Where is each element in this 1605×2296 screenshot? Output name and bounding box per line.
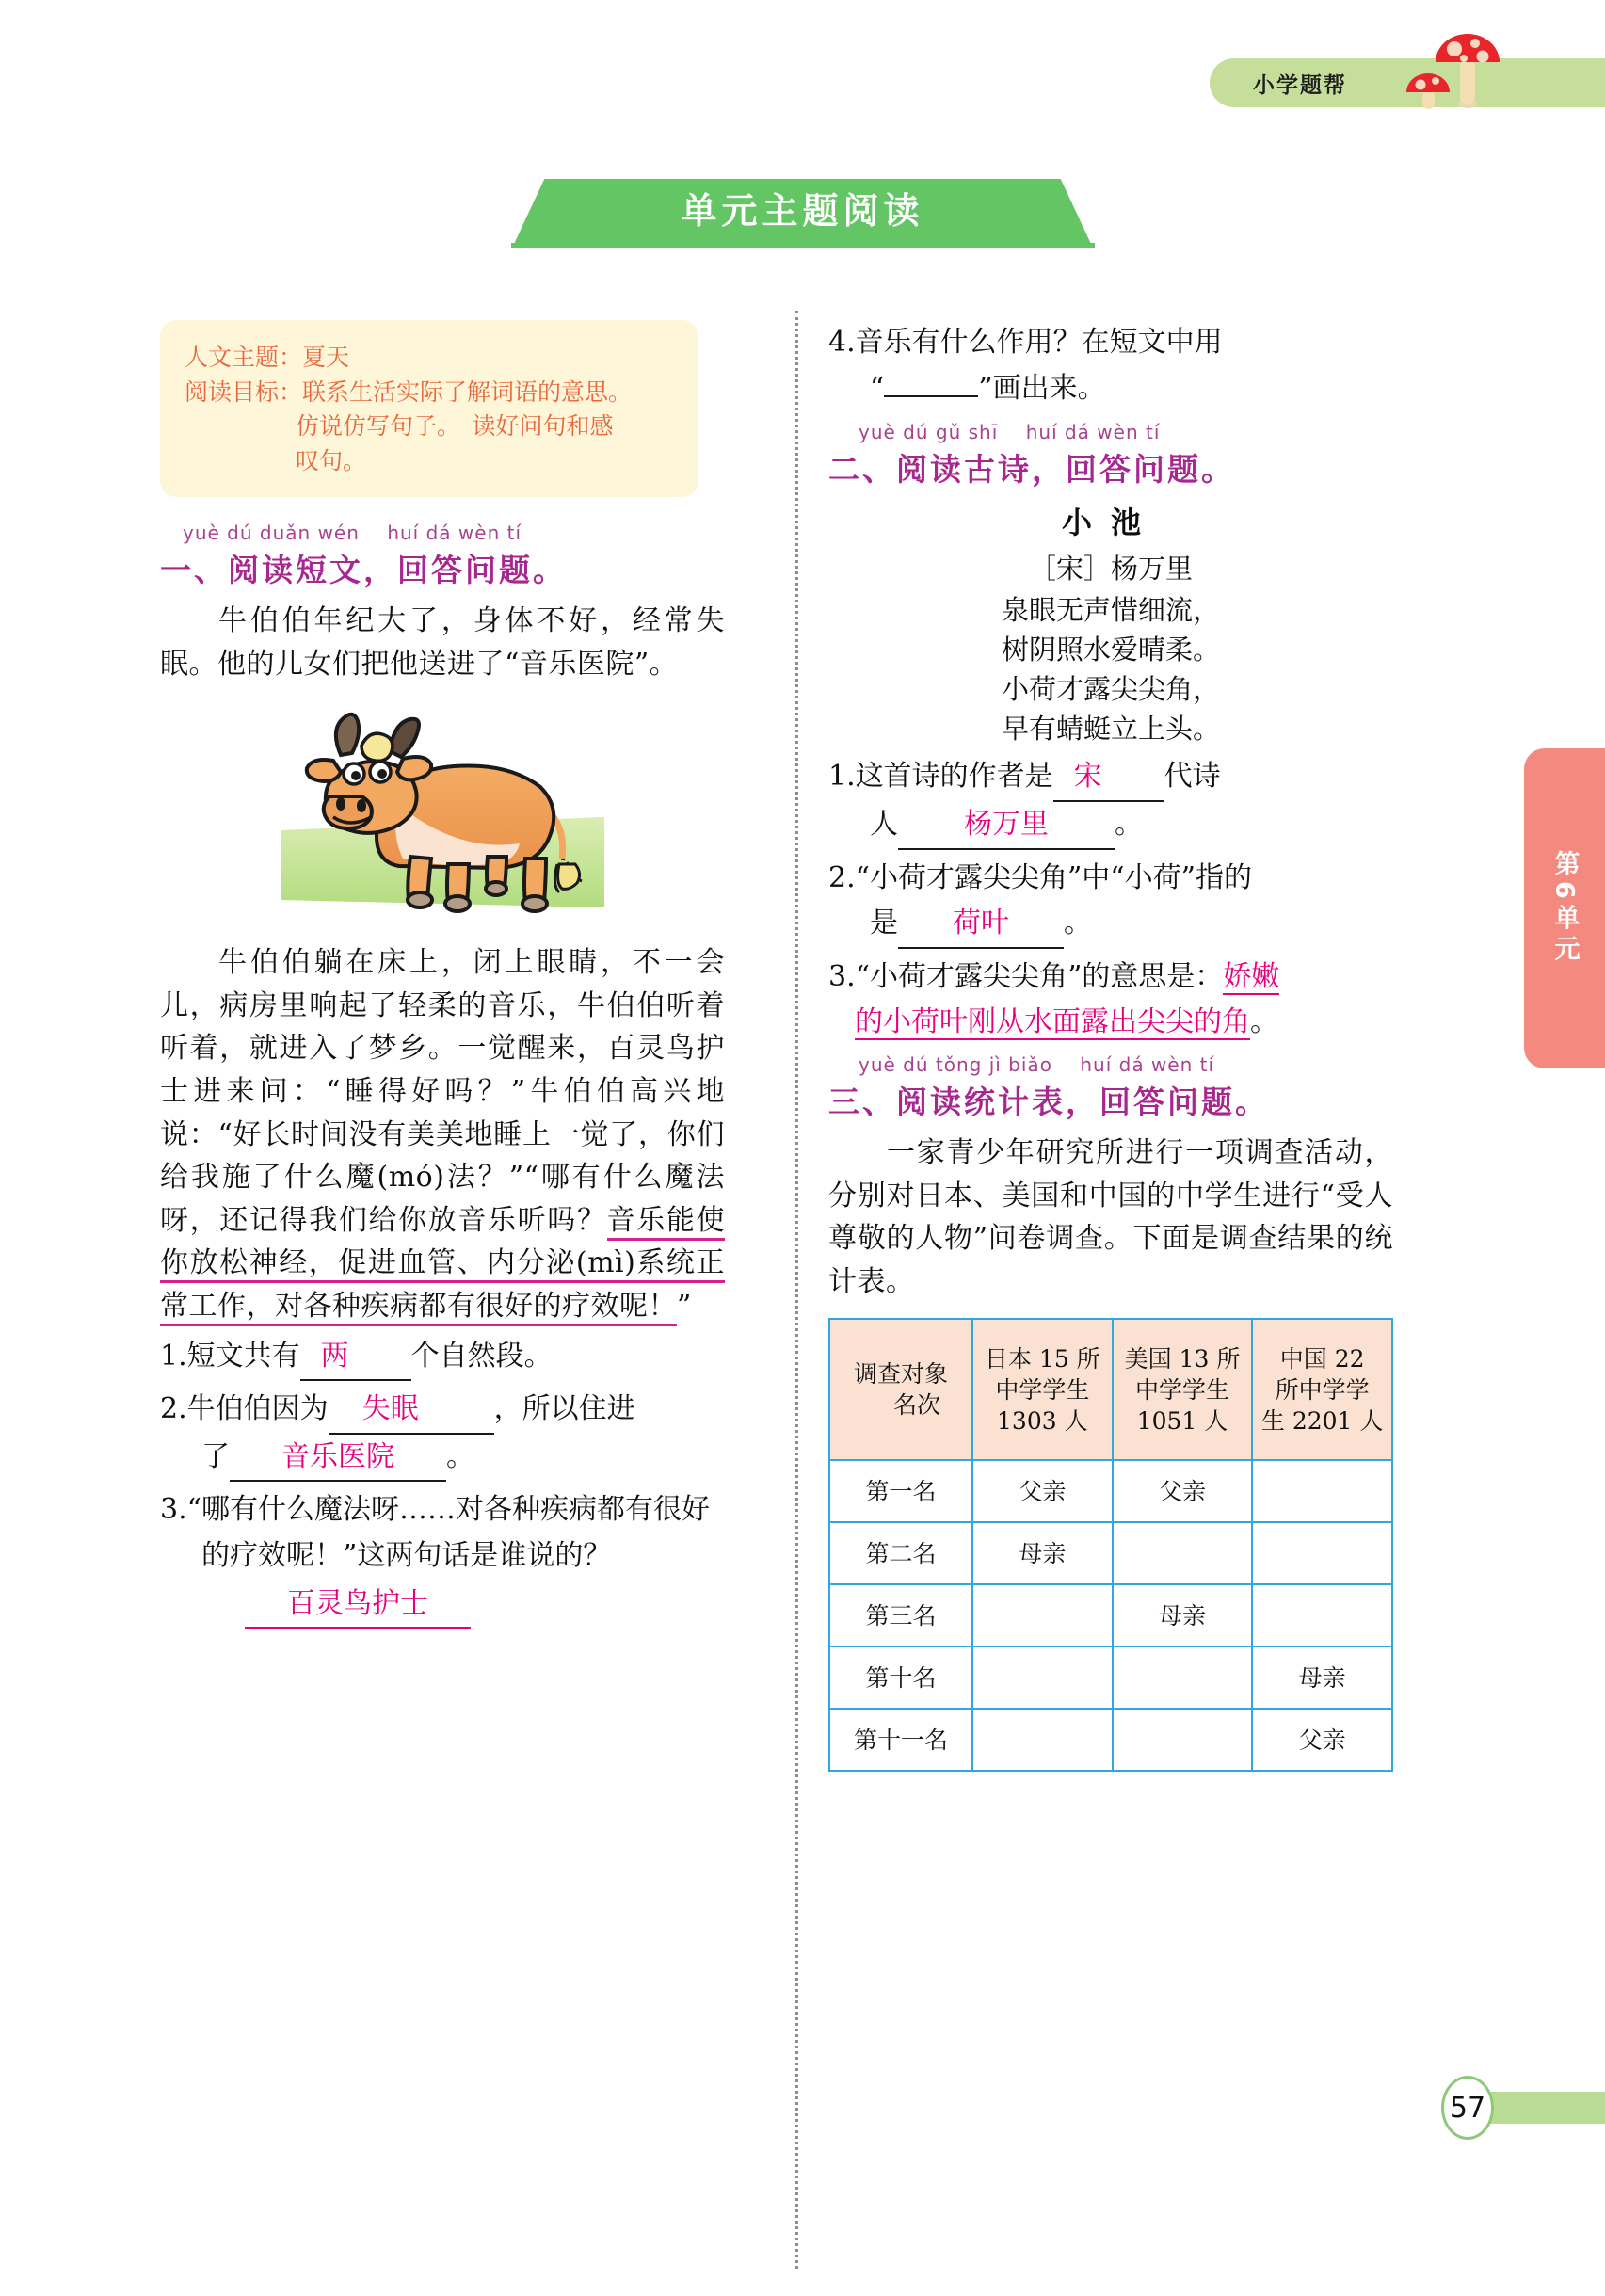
table-head [829, 1319, 1392, 1460]
left-question-2 [160, 1387, 725, 1435]
poem-question-1-line2 [828, 802, 1393, 850]
q2-answer-blank-2[interactable]: 音乐医院 [230, 1435, 446, 1483]
table-body [829, 1460, 1392, 1771]
q3-text-a: “哪有什么魔法呀……对各种疾病都有很好的疗效呢！”这两句话是谁说的？ [186, 1493, 710, 1572]
poem-question-2 [828, 856, 1393, 902]
left-question-4-line2 [828, 366, 1393, 412]
col3-line2: 所中学学 [1275, 1375, 1370, 1404]
brand-label: 小学题帮 [1253, 72, 1347, 98]
para2-end: ” [677, 1289, 692, 1323]
col1-line3: 1303 人 [997, 1406, 1088, 1435]
table-header-col-3 [1252, 1319, 1392, 1460]
q4-num: 4. [828, 326, 856, 359]
section-two-title: 二、阅读古诗，回答问题。 [828, 451, 1235, 489]
q2-text-a: 牛伯伯因为 [186, 1392, 329, 1426]
left-question-4 [828, 320, 1393, 366]
row-rank: 第二名 [829, 1522, 972, 1584]
banner-title: 单元主题阅读 [681, 190, 924, 232]
goal-value-1: 联系生活实际了解词语的意思。 [302, 377, 633, 406]
q1-answer-blank[interactable]: 两 [300, 1334, 411, 1382]
table-row [829, 1522, 1392, 1584]
column-divider [795, 311, 798, 2269]
table-header-row [829, 1319, 1392, 1460]
poem-author: ［宋］杨万里 [1028, 553, 1193, 586]
row-cell: 母亲 [1252, 1646, 1392, 1709]
unit-tab-label: 第6单元 [1549, 850, 1580, 967]
left-question-3-answer-line [160, 1582, 725, 1630]
table-header-col-2 [1113, 1319, 1253, 1460]
section-three-title: 三、阅读统计表，回答问题。 [828, 1083, 1269, 1120]
left-column [160, 320, 725, 1629]
poem-question-3-line2 [828, 1000, 1393, 1046]
corner-line-1: 调查对象 [853, 1360, 948, 1389]
col3-line1: 中国 22 [1279, 1344, 1365, 1373]
q1-num: 1. [160, 1339, 187, 1373]
row-cell [972, 1584, 1113, 1646]
page-number-bar [1483, 2092, 1605, 2124]
para2-underlined: 音乐能使你放松神经，促进血管、内分泌(mì)系统正常工作，对各种疾病都有很好的疗效呢！ [160, 1204, 725, 1326]
row-cell: 父亲 [1113, 1460, 1253, 1522]
goal-value-3: 叹句。 [296, 446, 367, 474]
info-box [160, 320, 698, 497]
col2-line2: 中学学生 [1134, 1375, 1229, 1404]
pq3-answer-part1[interactable]: 娇嫩 [1223, 959, 1280, 993]
q4-text-b: “ [870, 371, 885, 405]
row-cell [1252, 1522, 1392, 1584]
poem-block [828, 499, 1393, 748]
section-two-pinyin: yuè dú gǔ shī huí dá wèn tí [859, 421, 1161, 444]
pq3-answer-part2[interactable]: 的小荷叶刚从水面露出尖尖的角 [855, 1005, 1250, 1039]
q2-line2-b: 。 [446, 1439, 474, 1473]
pq1-line2-b: 。 [1115, 807, 1143, 841]
row-cell: 父亲 [1252, 1709, 1392, 1771]
right-column [828, 320, 1393, 1772]
statistics-table [828, 1318, 1393, 1772]
section-one-para2 [160, 941, 725, 1327]
section-one-pinyin: yuè dú duǎn wén huí dá wèn tí [183, 522, 522, 544]
col1-line2: 中学学生 [995, 1375, 1090, 1404]
pq2-line2-b: 。 [1064, 907, 1092, 940]
poem-line-4: 早有蜻蜓立上头。 [1001, 713, 1220, 746]
section-one-para1: 牛伯伯年纪大了，身体不好，经常失眠。他的儿女们把他送进了“音乐医院”。 [160, 604, 725, 681]
pq2-text-a: “小荷才露尖尖角”中“小荷”指的 [855, 860, 1252, 894]
col2-line3: 1051 人 [1136, 1406, 1228, 1435]
corner-line-2: 名次 [892, 1391, 940, 1420]
row-cell [1113, 1646, 1253, 1709]
goal-key: 阅读目标： [185, 377, 303, 406]
col2-line1: 美国 13 所 [1124, 1344, 1241, 1373]
cow-illustration [160, 698, 725, 924]
poem-line-3: 小荷才露尖尖角， [1001, 673, 1220, 706]
q2-num: 2. [160, 1392, 187, 1426]
row-cell [972, 1709, 1113, 1771]
left-question-2-line2 [160, 1435, 725, 1483]
q2-line2-a: 了 [201, 1439, 230, 1473]
pq1-answer-blank-2[interactable]: 杨万里 [898, 802, 1115, 850]
goal-value-2: 仿说仿写句子。 读好问句和感 [296, 412, 614, 440]
pq2-line2-a: 是 [870, 907, 898, 940]
row-cell [1252, 1460, 1392, 1522]
table-row [829, 1709, 1392, 1771]
poem-question-3 [828, 955, 1393, 1001]
row-cell [1113, 1709, 1253, 1771]
q4-text-a: 音乐有什么作用？在短文中用 [855, 326, 1223, 359]
row-rank: 第十一名 [829, 1709, 972, 1771]
pq3-text-b: 。 [1250, 1005, 1278, 1039]
q1-text-a: 短文共有 [186, 1339, 300, 1373]
poem-question-1 [828, 754, 1393, 802]
pq1-answer-blank-1[interactable]: 宋 [1053, 754, 1164, 802]
poem-title: 小池 [1061, 505, 1160, 541]
poem-line-1: 泉眼无声惜细流， [1001, 594, 1220, 627]
pq1-line2-a: 人 [870, 807, 898, 841]
row-cell: 母亲 [1113, 1584, 1253, 1646]
row-cell [1113, 1522, 1253, 1584]
q4-answer-blank[interactable] [884, 395, 978, 397]
row-rank: 第三名 [829, 1584, 972, 1646]
poem-line-2: 树阴照水爱晴柔。 [1001, 634, 1220, 666]
row-rank: 第一名 [829, 1460, 972, 1522]
left-question-1 [160, 1334, 725, 1382]
table-row [829, 1584, 1392, 1646]
col3-line3: 生 2201 人 [1260, 1406, 1384, 1435]
q3-num: 3. [160, 1493, 187, 1527]
q4-text-c: ”画出来。 [978, 371, 1106, 405]
row-cell: 父亲 [972, 1460, 1113, 1522]
left-question-3 [160, 1487, 725, 1579]
section-one-title: 一、阅读短文，回答问题。 [160, 552, 567, 588]
row-cell [1252, 1584, 1392, 1646]
page-number-block [1441, 2076, 1605, 2140]
pq2-num: 2. [828, 860, 856, 894]
table-header-col-1 [972, 1319, 1113, 1460]
pq1-text-b: 代诗 [1164, 760, 1221, 794]
section-three-pinyin: yuè dú tǒng jì biǎo huí dá wèn tí [859, 1052, 1215, 1076]
q1-text-b: 个自然段。 [410, 1339, 553, 1373]
pq2-answer-blank[interactable]: 荷叶 [898, 901, 1064, 949]
section-three-para: 一家青少年研究所进行一项调查活动，分别对日本、美国和中国的中学生进行“受人尊敬的人物”问卷调查。下面是调查结果的统计表。 [828, 1135, 1393, 1298]
theme-value: 夏天 [302, 344, 350, 371]
col1-line1: 日本 15 所 [984, 1344, 1100, 1373]
q3-answer-blank[interactable]: 百灵鸟护士 [245, 1582, 471, 1630]
q2-text-b: ，所以住进 [493, 1392, 635, 1426]
para2-plain: 牛伯伯躺在床上，闭上眼睛，不一会儿，病房里响起了轻柔的音乐，牛伯伯听着听着，就进入了梦乡。一觉醒来，百灵鸟护士进来问：“睡得好吗？”牛伯伯高兴地说：“好长时间没有美美地睡上一觉了，你们给我施了什么魔(mó)法？”“哪有什么魔法呀，还记得我们给你放音乐听吗？ [160, 946, 725, 1237]
pq3-num: 3. [828, 959, 856, 993]
theme-key: 人文主题： [185, 344, 303, 371]
table-row [829, 1646, 1392, 1709]
table-header-corner [829, 1319, 972, 1460]
table-row [829, 1460, 1392, 1522]
pq1-num: 1. [828, 760, 856, 794]
row-rank: 第十名 [829, 1646, 972, 1709]
pq3-text-a: “小荷才露尖尖角”的意思是： [855, 959, 1224, 993]
page-number: 57 [1441, 2076, 1494, 2140]
row-cell: 母亲 [972, 1522, 1113, 1584]
pq1-text-a: 这首诗的作者是 [855, 760, 1053, 794]
row-cell [972, 1646, 1113, 1709]
poem-question-2-line2 [828, 901, 1393, 949]
q2-answer-blank[interactable]: 失眠 [329, 1387, 494, 1435]
